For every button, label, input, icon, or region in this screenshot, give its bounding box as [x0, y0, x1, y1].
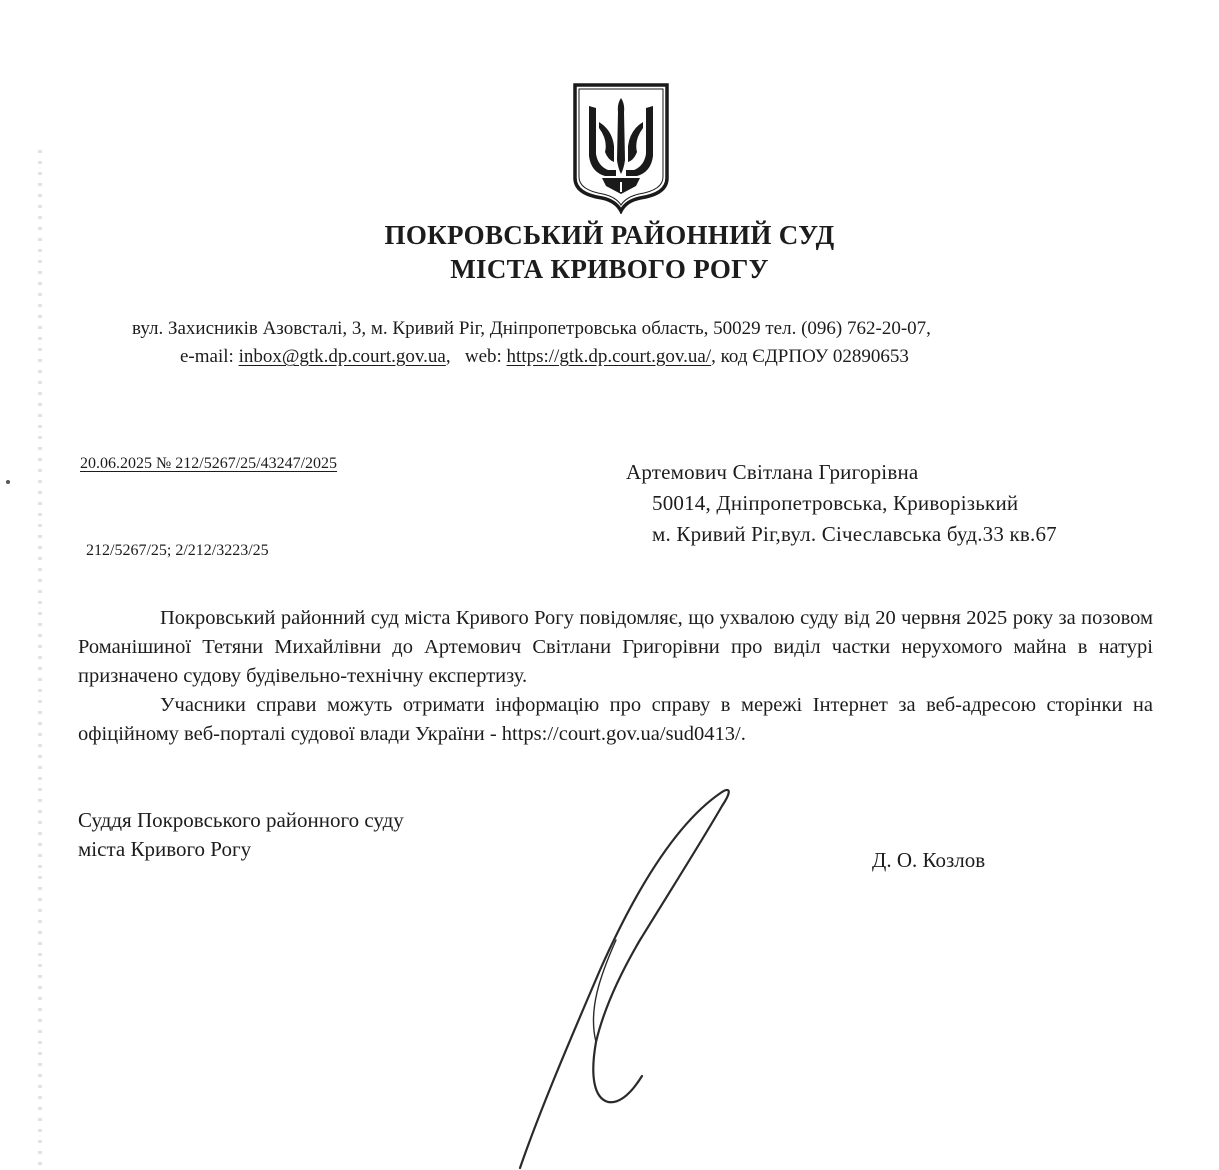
handwritten-signature	[500, 780, 760, 1170]
judge-name: Д. О. Козлов	[872, 848, 986, 872]
body-paragraph-2: Учасники справи можуть отримати інформацію про справу в мережі Інтернет за веб-адресою сторінки на офіційному веб-порталі судової влади України - https://court.gov.ua/sud0413/.	[78, 694, 1153, 745]
court-name-line2: МІСТА КРИВОГО РОГУ	[450, 254, 769, 284]
case-numbers: 212/5267/25; 2/212/3223/25	[86, 542, 269, 559]
web-link[interactable]: https://gtk.dp.court.gov.ua/	[506, 346, 712, 367]
email-label: e-mail:	[180, 346, 234, 367]
court-name-line1: ПОКРОВСЬКИЙ РАЙОННИЙ СУД	[384, 220, 835, 250]
judge-position-line2: міста Кривого Рогу	[78, 837, 252, 861]
recipient-address-line2: м. Кривий Ріг,вул. Січеславська буд.33 кв.67	[652, 522, 1057, 546]
court-contacts-line: e-mail: inbox@gtk.dp.court.gov.ua, web: https://gtk.dp.court.gov.ua/, код ЄДРПОУ 02890653	[180, 346, 909, 367]
scan-margin-artifact	[38, 150, 42, 1170]
body-paragraph-1: Покровський районний суд міста Кривого Рогу повідомляє, що ухвалою суду від 20 червня 2025 року за позовом Романішиної Тетяни Михайлівни до Артемович Світлани Григорівни про виділ частки нерухомого майна в натурі призначено судову будівельно-технічну експертизу.	[78, 607, 1153, 687]
email-link[interactable]: inbox@gtk.dp.court.gov.ua	[238, 346, 446, 367]
tryzub-coat-of-arms-icon	[572, 82, 670, 214]
scan-dot	[6, 480, 10, 484]
recipient-address-line1: 50014, Дніпропетровська, Криворізький	[652, 491, 1019, 515]
edrpou-code: , код ЄДРПОУ 02890653	[711, 346, 909, 367]
recipient-name: Артемович Світлана Григорівна	[626, 460, 919, 484]
date-and-number: 20.06.2025 № 212/5267/25/43247/2025	[80, 455, 338, 472]
court-address: вул. Захисників Азовсталі, 3, м. Кривий Ріг, Дніпропетровська область, 50029 тел. (096) 762-20-07,	[132, 318, 931, 339]
web-label: web:	[464, 346, 502, 367]
judge-position-line1: Суддя Покровського районного суду	[78, 808, 404, 832]
